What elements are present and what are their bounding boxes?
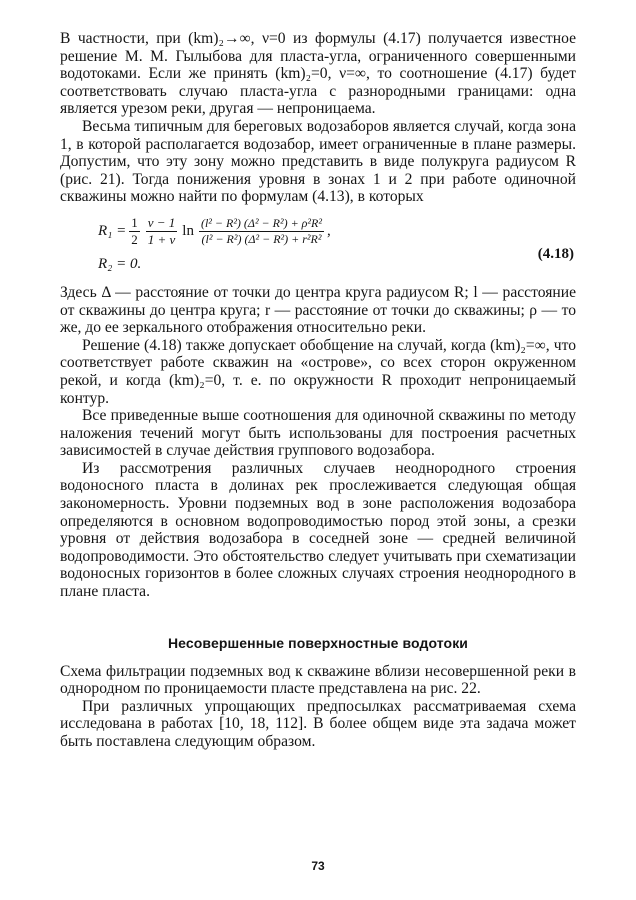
formula-nu-fraction	[146, 216, 178, 247]
formula-comma: ,	[326, 222, 331, 239]
paragraph-5: Все приведенные выше соотношения для одиночной скважины по методу наложения течений могут быть использованы для построения расчетных зависимостей в случае действия группового водозабора.	[60, 407, 576, 460]
log-denominator: (l² − R²) (Δ² − R²) + r²R²	[201, 231, 322, 246]
page-number: 73	[311, 859, 325, 873]
formula-ln: ln	[182, 222, 194, 239]
formula-half-fraction	[129, 216, 140, 247]
half-numerator: 1	[131, 214, 138, 230]
log-numerator: (l² − R²) (Δ² − R²) + ρ²R²	[200, 215, 322, 230]
formula-r1-label: R₁ =	[98, 222, 127, 239]
paragraph-3: Здесь Δ — расстояние от точки до центра круга радиусом R; l — расстояние от скважины до центра круга; r — расстояние от точки до скважины; ρ — то же, до ее зеркального отображения относительно реки.	[60, 283, 576, 337]
formula-log-fraction	[199, 217, 324, 246]
paragraph-8: При различных упрощающих предпосылках рассматриваемая схема исследована в работах [10, 18, 112]. В более общем виде эта задача может быть поставлена следующим образом.	[60, 697, 576, 750]
nu-denominator: 1 + ν	[147, 231, 176, 247]
paragraph-4: Решение (4.18) также допускает обобщение на случай, когда (km)₂=∞, что соответствует работе скважин на «острове», со всех сторон окруженном рекой, и когда (km)₂=0, т. е. по окружности R проходит непроницаемый контур.	[60, 336, 576, 407]
paragraph-2: Весьма типичным для береговых водозаборов является случай, когда зона 1, в которой располагается водозабор, имеет ограниченные в плане размеры. Допустим, что эту зону можно представить в виде полукруга радиусом R (рис. 21). Тогда понижения уровня в зонах 1 и 2 при работе одиночной скважины можно найти по формулам (4.13), в которых	[60, 117, 576, 206]
equation-number: (4.18)	[537, 245, 574, 262]
formula-4-18	[60, 216, 576, 278]
page-content	[60, 30, 576, 751]
paragraph-6: Из рассмотрения различных случаев неоднородного строения водоносного пласта в долинах рек прослеживается следующая общая закономерность. Уровни подземных вод в зоне расположения водозабора определяются в основном водопроводимостью пород этой зоны, а срезки уровня от действия водозабора в соседней зоне — средней величиной водопроводимости. Это обстоятельство следует учитывать при схематизации водоносных горизонтов в более сложных случаях строения неоднородного в плане пласта.	[60, 459, 576, 601]
nu-numerator: ν − 1	[147, 214, 176, 230]
paragraph-1: В частности, при (km)₂→∞, ν=0 из формулы (4.17) получается известное решение М. М. Гылыбова для пласта-угла, ограниченного совершенными водотоками. Если же принять (km)₂=0, ν=∞, то соотношение (4.17) будет соответствовать случаю пласта-угла с разнородными границами: одна является урезом реки, другая — непроницаема.	[60, 30, 576, 118]
section-title: Несовершенные поверхностные водотоки	[167, 634, 469, 651]
paragraph-7: Схема фильтрации подземных вод к скважине вблизи несовершенной реки в однородном по проницаемости пласте представлена на рис. 22.	[60, 662, 576, 698]
formula-r2-line: R₂ = 0.	[98, 255, 142, 272]
half-denominator: 2	[131, 231, 138, 247]
